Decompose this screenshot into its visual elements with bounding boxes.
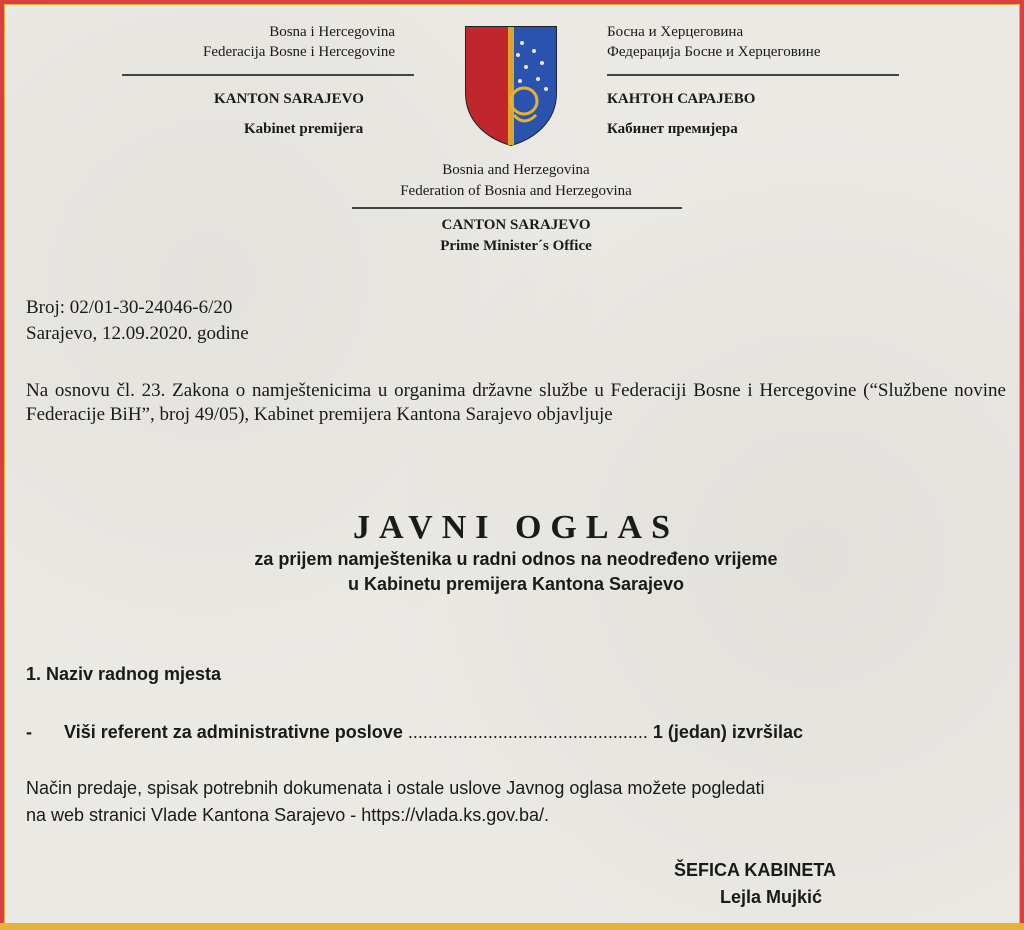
position-name: Viši referent za administrativne poslove bbox=[64, 722, 403, 742]
document-number: Broj: 02/01-30-24046-6/20 bbox=[26, 297, 233, 318]
details-line-2: na web stranici Vlade Kantona Sarajevo - https://vlada.ks.gov.ba/. bbox=[26, 805, 549, 825]
position-leader-dots: ................................................ bbox=[407, 722, 648, 742]
position-count: 1 (jedan) izvršilac bbox=[652, 722, 803, 742]
section-heading: 1. Naziv radnog mjesta bbox=[26, 664, 222, 684]
header-right-office: Кабинет премијера bbox=[607, 121, 738, 137]
header-center-federation: Federation of Bosnia and Herzegovina bbox=[400, 183, 632, 199]
header-left-rule bbox=[122, 74, 414, 76]
header-right-federation: Федерација Босне и Херцеговине bbox=[607, 44, 821, 60]
header-center-canton: CANTON SARAJEVO bbox=[441, 217, 591, 233]
signature-name: Lejla Mujkić bbox=[720, 887, 823, 907]
bottom-accent-strip bbox=[0, 923, 1024, 930]
coat-of-arms-logo bbox=[462, 23, 560, 147]
header-right-country: Босна и Херцеговина bbox=[607, 24, 744, 40]
position-dash: - bbox=[26, 722, 32, 742]
header-right-rule bbox=[607, 74, 899, 76]
header-center-office: Prime Minister´s Office bbox=[440, 238, 592, 254]
document-date: Sarajevo, 12.09.2020. godine bbox=[26, 323, 249, 344]
background-bleed bbox=[64, 24, 97, 162]
header-center-country: Bosnia and Herzegovina bbox=[442, 162, 590, 178]
header-left-office: Kabinet premijera bbox=[244, 121, 364, 137]
header-right-canton: КАНТОН САРАЈЕВО bbox=[607, 91, 756, 107]
header-left-canton: KANTON SARAJEVO bbox=[214, 91, 364, 107]
header-center-rule bbox=[352, 207, 682, 209]
notice-subtitle-1: za prijem namještenika u radni odnos na neodređeno vrijeme bbox=[254, 549, 778, 569]
header-left-country: Bosna i Hercegovina bbox=[269, 24, 395, 40]
header-left-federation: Federacija Bosne i Hercegovine bbox=[202, 44, 395, 60]
notice-title: JAVNI OGLAS bbox=[352, 509, 680, 546]
details-line-1: Način predaje, spisak potrebnih dokumenata i ostale uslove Javnog oglasa možete pogledati bbox=[26, 778, 765, 798]
position-row bbox=[26, 722, 1006, 743]
intro-paragraph: Na osnovu čl. 23. Zakona o namještenicima u organima državne službe u Federaciji Bosne i Hercegovine (“Službene novine Federacije BiH”, broj 49/05), Kabinet premijera Kantona Sarajevo objavljuje bbox=[26, 380, 1006, 425]
signature-role: ŠEFICA KABINETA bbox=[674, 860, 836, 880]
notice-subtitle-2: u Kabinetu premijera Kantona Sarajevo bbox=[347, 574, 685, 594]
